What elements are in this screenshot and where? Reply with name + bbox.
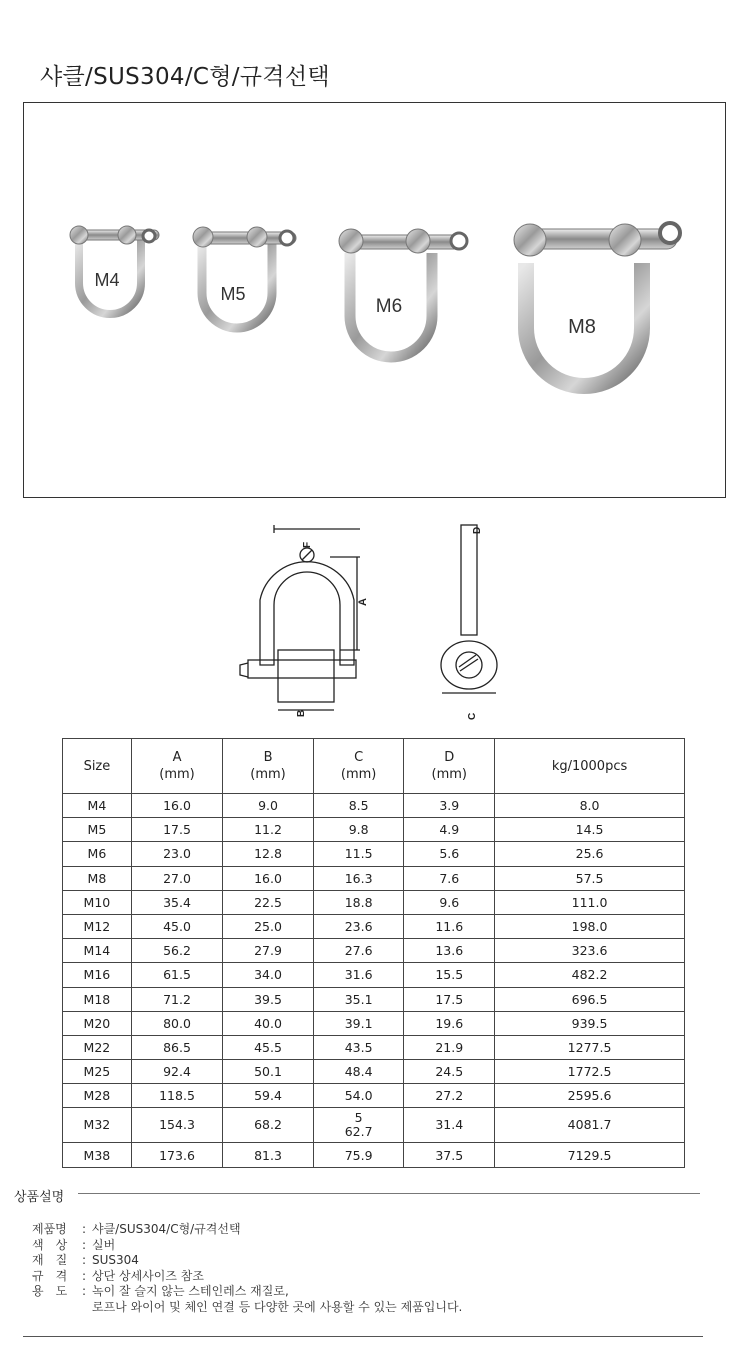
- size-cell: M16: [63, 963, 132, 987]
- value-cell: 4.9: [404, 818, 495, 842]
- shackle-m5: [193, 227, 296, 328]
- value-cell: 23.6: [313, 914, 404, 938]
- value-cell: 27.0: [131, 866, 222, 890]
- value-cell: 80.0: [131, 1011, 222, 1035]
- description-row: [32, 1253, 462, 1269]
- label-a: A: [357, 598, 369, 606]
- description-label: 규 격: [32, 1268, 68, 1283]
- shackle-m6: [339, 229, 467, 357]
- value-cell: 56.2: [131, 939, 222, 963]
- value-cell: 13.6: [404, 939, 495, 963]
- description-row: [32, 1222, 462, 1238]
- diagram-side-view: [441, 525, 497, 693]
- size-cell: M20: [63, 1011, 132, 1035]
- value-cell: 24.5: [404, 1060, 495, 1084]
- value-cell: 173.6: [131, 1143, 222, 1167]
- value-cell: 81.3: [223, 1143, 314, 1167]
- value-cell: 9.8: [313, 818, 404, 842]
- value-cell: 1772.5: [495, 1060, 685, 1084]
- size-cell: M10: [63, 890, 132, 914]
- header-unit: (mm): [250, 767, 286, 782]
- value-cell: 696.5: [495, 987, 685, 1011]
- value-cell: 27.6: [313, 939, 404, 963]
- value-cell: 71.2: [131, 987, 222, 1011]
- value-cell: 154.3: [131, 1108, 222, 1143]
- label-m8: M8: [568, 316, 596, 338]
- product-description: [32, 1222, 462, 1315]
- size-cell: M28: [63, 1084, 132, 1108]
- size-cell: M4: [63, 794, 132, 818]
- value-cell: 34.0: [223, 963, 314, 987]
- table-row: [63, 1035, 685, 1059]
- value-cell: 50.1: [223, 1060, 314, 1084]
- size-cell: M18: [63, 987, 132, 1011]
- value-cell: 1277.5: [495, 1035, 685, 1059]
- label-f: F: [302, 541, 313, 548]
- header-label: C: [354, 750, 364, 765]
- description-continuation: 로프나 와이어 및 체인 연결 등 다양한 곳에 사용할 수 있는 제품입니다.: [92, 1299, 463, 1314]
- header-label: B: [263, 750, 273, 765]
- value-cell: 35.1: [313, 987, 404, 1011]
- value-cell: 45.0: [131, 914, 222, 938]
- value-cell: 23.0: [131, 842, 222, 866]
- value-cell: 25.0: [223, 914, 314, 938]
- label-m6: M6: [375, 296, 403, 317]
- table-row: [63, 1108, 685, 1143]
- header-unit: (mm): [159, 767, 195, 782]
- value-cell: 35.4: [131, 890, 222, 914]
- dimension-diagram: [230, 515, 520, 730]
- value-cell: 22.5: [223, 890, 314, 914]
- value-cell: 18.8: [313, 890, 404, 914]
- description-separator: :: [82, 1268, 87, 1283]
- value-cell: 14.5: [495, 818, 685, 842]
- size-cell: M8: [63, 866, 132, 890]
- table-row: [63, 866, 685, 890]
- value-cell: 11.2: [223, 818, 314, 842]
- table-row: [63, 1084, 685, 1108]
- description-separator: :: [82, 1284, 87, 1298]
- value-cell: 17.5: [131, 818, 222, 842]
- shackle-m8: [514, 223, 680, 386]
- description-separator: :: [82, 1237, 87, 1252]
- header-cell: [223, 739, 314, 794]
- description-value: 실버: [92, 1237, 116, 1252]
- header-label: kg/1000pcs: [551, 758, 628, 774]
- header-cell: [63, 739, 132, 794]
- value-cell: 7129.5: [495, 1143, 685, 1167]
- spec-table: [62, 738, 685, 1168]
- table-row: [63, 1011, 685, 1035]
- value-cell: 5 62.7: [313, 1108, 404, 1143]
- description-row: [32, 1269, 462, 1285]
- value-cell: 92.4: [131, 1060, 222, 1084]
- page-title: 샤클/SUS304/C형/규격선택: [40, 64, 330, 90]
- value-cell: 25.6: [495, 842, 685, 866]
- value-cell: 111.0: [495, 890, 685, 914]
- value-cell: 39.1: [313, 1011, 404, 1035]
- value-cell: 31.6: [313, 963, 404, 987]
- table-row: [63, 818, 685, 842]
- value-cell: 482.2: [495, 963, 685, 987]
- table-row: [63, 890, 685, 914]
- header-label: A: [172, 750, 182, 765]
- value-cell: 48.4: [313, 1060, 404, 1084]
- diagram-front-view: [240, 525, 360, 710]
- bottom-divider: [23, 1336, 703, 1337]
- value-cell: 12.8: [223, 842, 314, 866]
- description-row: [32, 1284, 462, 1300]
- value-cell: 9.6: [404, 890, 495, 914]
- value-cell: 43.5: [313, 1035, 404, 1059]
- value-cell: 8.5: [313, 794, 404, 818]
- value-cell: 2595.6: [495, 1084, 685, 1108]
- size-cell: M22: [63, 1035, 132, 1059]
- value-cell: 16.0: [131, 794, 222, 818]
- value-cell: 21.9: [404, 1035, 495, 1059]
- header-cell: [495, 739, 685, 794]
- value-cell: 19.6: [404, 1011, 495, 1035]
- value-cell: 939.5: [495, 1011, 685, 1035]
- description-label: 용 도: [32, 1284, 68, 1298]
- value-cell: 75.9: [313, 1143, 404, 1167]
- value-cell: 323.6: [495, 939, 685, 963]
- label-m4: M4: [94, 270, 120, 290]
- value-cell: 15.5: [404, 963, 495, 987]
- shackle-photo-illustration: [24, 103, 727, 499]
- size-cell: M14: [63, 939, 132, 963]
- value-cell: 37.5: [404, 1143, 495, 1167]
- spec-table-header: [63, 739, 685, 794]
- value-cell: 16.3: [313, 866, 404, 890]
- description-row: [32, 1238, 462, 1254]
- table-row: [63, 1060, 685, 1084]
- description-value: SUS304: [92, 1253, 139, 1267]
- description-value: 상단 상세사이즈 참조: [92, 1268, 204, 1283]
- value-cell: 68.2: [223, 1108, 314, 1143]
- value-cell: 11.6: [404, 914, 495, 938]
- value-cell: 31.4: [404, 1108, 495, 1143]
- description-value: 녹이 잘 슬지 않는 스테인레스 재질로,: [92, 1284, 289, 1298]
- value-cell: 118.5: [131, 1084, 222, 1108]
- value-cell: 40.0: [223, 1011, 314, 1035]
- header-cell: [404, 739, 495, 794]
- table-row: [63, 794, 685, 818]
- header-unit: (mm): [340, 767, 377, 782]
- table-row: [63, 914, 685, 938]
- value-cell: 3.9: [404, 794, 495, 818]
- value-cell: 27.2: [404, 1084, 495, 1108]
- value-cell: 54.0: [313, 1084, 404, 1108]
- description-value: 샤클/SUS304/C형/규격선택: [92, 1222, 241, 1236]
- product-photo: [23, 102, 726, 498]
- size-cell: M5: [63, 818, 132, 842]
- value-cell: 59.4: [223, 1084, 314, 1108]
- table-row: [63, 963, 685, 987]
- section-divider: [78, 1193, 700, 1194]
- label-b: B: [296, 709, 307, 717]
- value-cell: 11.5: [313, 842, 404, 866]
- label-d: D: [472, 526, 483, 534]
- value-cell: 86.5: [131, 1035, 222, 1059]
- header-cell: [131, 739, 222, 794]
- size-cell: M25: [63, 1060, 132, 1084]
- table-row: [63, 939, 685, 963]
- value-cell: 5.6: [404, 842, 495, 866]
- value-cell: 16.0: [223, 866, 314, 890]
- size-cell: M12: [63, 914, 132, 938]
- header-unit: (mm): [431, 767, 468, 782]
- value-cell: 39.5: [223, 987, 314, 1011]
- header-label: D: [444, 750, 455, 765]
- value-cell: 9.0: [223, 794, 314, 818]
- value-cell: 27.9: [223, 939, 314, 963]
- value-cell: 7.6: [404, 866, 495, 890]
- section-heading: 상품설명: [14, 1190, 65, 1205]
- size-cell: M6: [63, 842, 132, 866]
- label-m5: M5: [220, 284, 246, 304]
- description-separator: :: [82, 1253, 87, 1267]
- header-label: Size: [83, 758, 111, 774]
- value-cell: 8.0: [495, 794, 685, 818]
- value-cell: 4081.7: [495, 1108, 685, 1143]
- description-separator: :: [82, 1222, 87, 1236]
- value-cell: 61.5: [131, 963, 222, 987]
- header-cell: [313, 739, 404, 794]
- size-cell: M32: [63, 1108, 132, 1143]
- description-label: 제품명: [32, 1222, 67, 1236]
- value-cell: 57.5: [495, 866, 685, 890]
- size-cell: M38: [63, 1143, 132, 1167]
- description-label: 색 상: [32, 1237, 68, 1252]
- description-label: 재 질: [32, 1253, 68, 1267]
- table-row: [63, 1143, 685, 1167]
- table-row: [63, 987, 685, 1011]
- value-cell: 45.5: [223, 1035, 314, 1059]
- table-row: [63, 842, 685, 866]
- value-cell: 198.0: [495, 914, 685, 938]
- value-cell: 17.5: [404, 987, 495, 1011]
- label-c: C: [467, 712, 478, 720]
